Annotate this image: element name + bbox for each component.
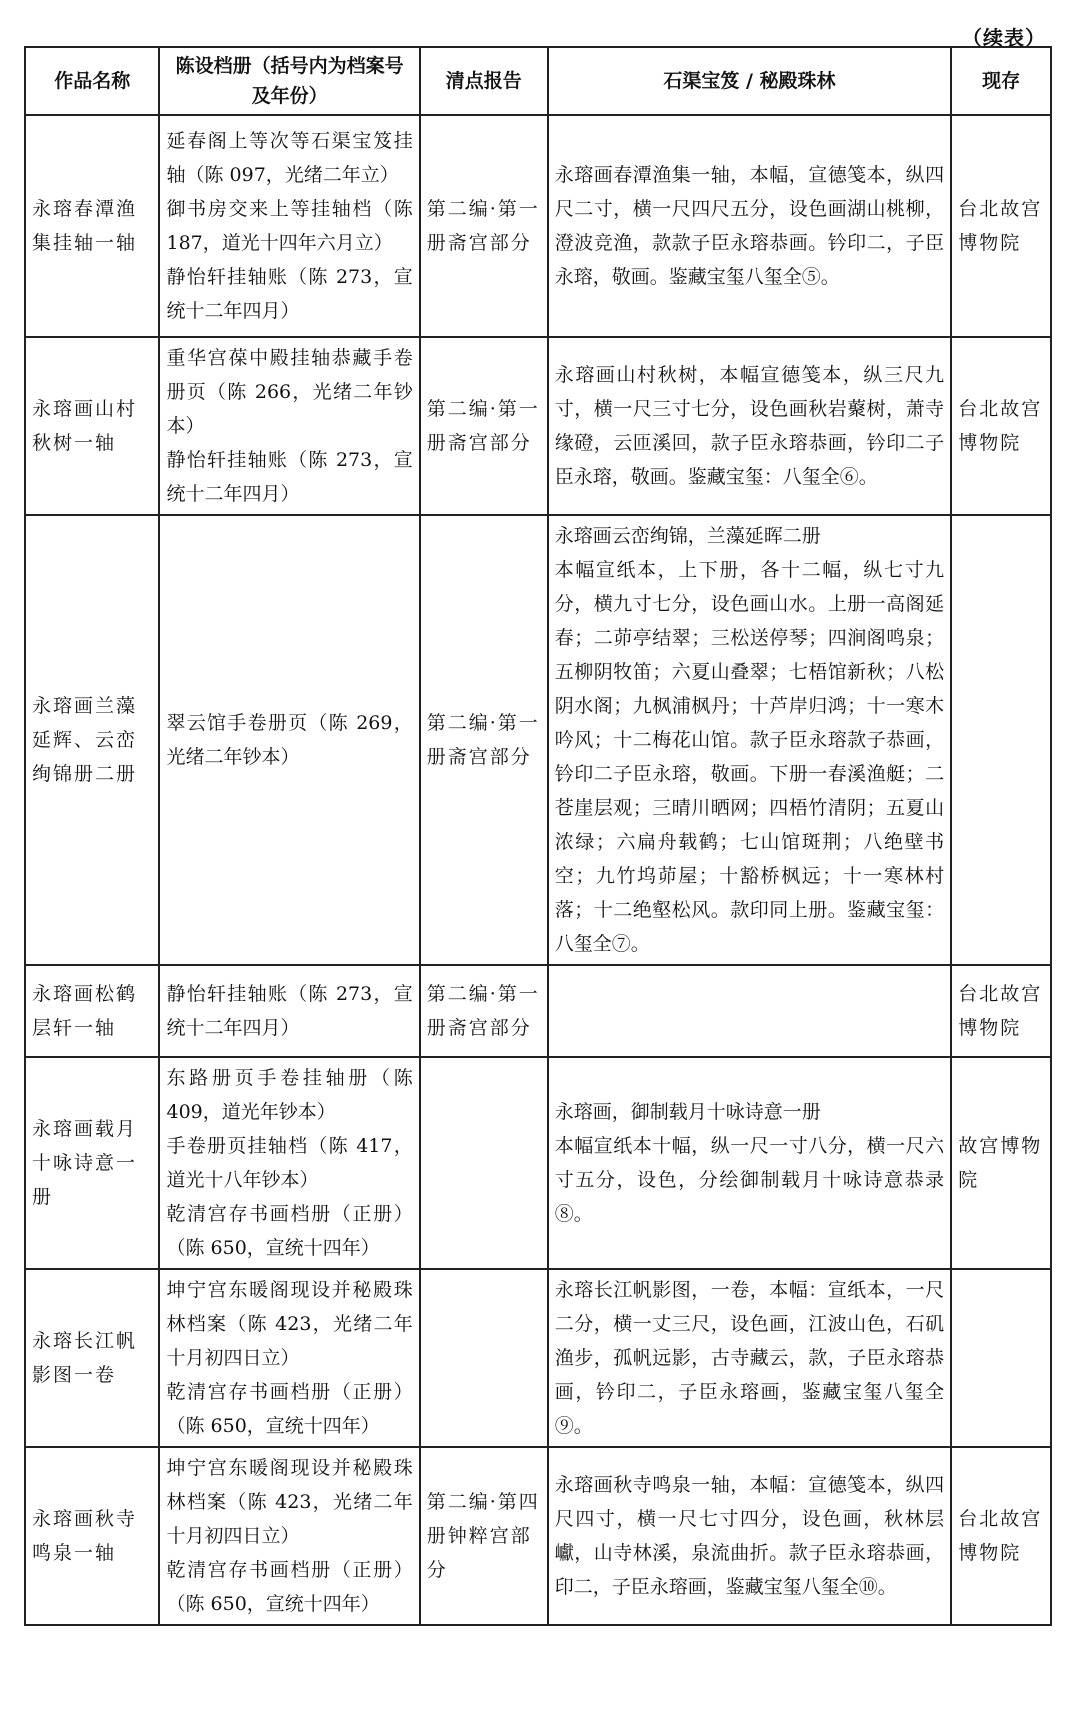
archive-entry: 乾清宫存书画档册（正册）（陈 650，宣统十四年）	[166, 1203, 413, 1259]
archive-entry: 乾清宫存书画档册（正册）（陈 650，宣统十四年）	[166, 1381, 413, 1437]
location-cell: 台北故宫博物院	[951, 1447, 1051, 1625]
shiqu-paragraph: 永瑢画山村秋树，本幅宣德笺本，纵三尺九寸，横一尺三寸七分，设色画秋岩藂树，萧寺缘磴，云匝溪回，款子臣永瑢恭画，钤印二子臣永瑢，敬画。鉴藏宝玺：八玺全⑥。	[554, 364, 945, 488]
location-cell: 台北故宫博物院	[951, 115, 1051, 337]
table-row	[25, 1447, 1051, 1625]
shiqu-cell	[548, 1057, 951, 1269]
shiqu-paragraph: 永瑢画秋寺鸣泉一轴，本幅：宣德笺本，纵四尺四寸，横一尺七寸四分，设色画，秋林层巘，山寺林溪，泉流曲折。款子臣永瑢恭画，印二，子臣永瑢画，鉴藏宝玺八玺全⑩。	[554, 1474, 945, 1598]
header-location: 现存	[951, 47, 1051, 115]
header-row	[25, 47, 1051, 115]
shiqu-paragraph: 永瑢长江帆影图，一卷，本幅：宣纸本，一尺二分，横一丈三尺，设色画，江波山色，石矶渔步，孤帆远影，古寺藏云，款，子臣永瑢恭画，钤印二，子臣永瑢画，鉴藏宝玺八玺全⑨。	[554, 1279, 945, 1437]
report-cell: 第二编·第一册斋宫部分	[420, 337, 548, 515]
work-name-cell: 永瑢画兰藻延辉、云峦绚锦册二册	[25, 515, 159, 965]
shiqu-paragraph: 永瑢画云峦绚锦，兰藻延晖二册	[554, 525, 821, 547]
archive-cell	[159, 965, 419, 1057]
work-name-cell: 永瑢画山村秋树一轴	[25, 337, 159, 515]
catalog-table	[24, 46, 1052, 1626]
shiqu-paragraph: 本幅宣纸本十幅，纵一尺一寸八分，横一尺六寸五分，设色，分绘御制载月十咏诗意恭录⑧。	[554, 1135, 945, 1225]
location-cell: 台北故宫博物院	[951, 965, 1051, 1057]
location-cell: 台北故宫博物院	[951, 337, 1051, 515]
shiqu-paragraph: 永瑢画春潭渔集一轴，本幅，宣德笺本，纵四尺二寸，横一尺四尺五分，设色画湖山桃柳，澄波竞渔，款款子臣永瑢恭画。钤印二，子臣永瑢，敬画。鉴藏宝玺八玺全⑤。	[554, 164, 945, 288]
archive-entry: 静怡轩挂轴账（陈 273，宣统十二年四月）	[166, 266, 413, 322]
archive-entry: 御书房交来上等挂轴档（陈 187，道光十四年六月立）	[166, 198, 413, 254]
location-cell: 故宫博物院	[951, 1057, 1051, 1269]
continued-label: （续表）	[962, 26, 1046, 50]
shiqu-cell	[548, 1447, 951, 1625]
table-row	[25, 337, 1051, 515]
header-archive: 陈设档册（括号内为档案号及年份）	[159, 47, 419, 115]
archive-cell	[159, 515, 419, 965]
archive-entry: 静怡轩挂轴账（陈 273，宣统十二年四月）	[166, 449, 413, 505]
archive-entry: 乾清宫存书画档册（正册）（陈 650，宣统十四年）	[166, 1559, 413, 1615]
table-row	[25, 115, 1051, 337]
report-cell: 第二编·第一册斋宫部分	[420, 115, 548, 337]
archive-cell	[159, 1447, 419, 1625]
location-cell	[951, 515, 1051, 965]
table-row	[25, 965, 1051, 1057]
archive-entry: 坤宁宫东暖阁现设并秘殿珠林档案（陈 423，光绪二年十月初四日立）	[166, 1457, 413, 1547]
report-cell	[420, 1269, 548, 1447]
header-name: 作品名称	[25, 47, 159, 115]
shiqu-cell	[548, 1269, 951, 1447]
header-shiqu: 石渠宝笈 / 秘殿珠林	[548, 47, 951, 115]
shiqu-cell	[548, 965, 951, 1057]
archive-cell	[159, 1269, 419, 1447]
shiqu-paragraph: 永瑢画，御制载月十咏诗意一册	[554, 1101, 821, 1123]
report-cell: 第二编·第一册斋宫部分	[420, 965, 548, 1057]
header-report: 清点报告	[420, 47, 548, 115]
shiqu-paragraph: 本幅宣纸本，上下册，各十二幅，纵七寸九分，横九寸七分，设色画山水。上册一高阁延春；二茆亭结翠；三松送停琴；四涧阁鸣泉；五柳阴牧笛；六夏山叠翠；七梧馆新秋；八松阴水阁；九枫浦枫丹；十芦岸归鸿；十一寒木吟风；十二梅花山馆。款子臣永瑢款子恭画，钤印二子臣永瑢，敬画。下册一春溪渔艇；二苍崖层观；三晴川晒网；四梧竹清阴；五夏山浓绿；六扁舟载鹤；七山馆斑荆；八绝壁书空；九竹坞茆屋；十豁桥枫远；十一寒林村落；十二绝壑松风。款印同上册。鉴藏宝玺：八玺全⑦。	[554, 559, 945, 955]
table-row	[25, 515, 1051, 965]
table-row	[25, 1269, 1051, 1447]
shiqu-cell	[548, 115, 951, 337]
archive-entry: 静怡轩挂轴账（陈 273，宣统十二年四月）	[166, 983, 413, 1039]
archive-cell	[159, 115, 419, 337]
archive-entry: 延春阁上等次等石渠宝笈挂轴（陈 097，光绪二年立）	[166, 130, 413, 186]
archive-entry: 手卷册页挂轴档（陈 417，道光十八年钞本）	[166, 1135, 413, 1191]
table-body	[25, 115, 1051, 1625]
shiqu-cell	[548, 515, 951, 965]
work-name-cell: 永瑢长江帆影图一卷	[25, 1269, 159, 1447]
report-cell	[420, 1057, 548, 1269]
location-cell	[951, 1269, 1051, 1447]
table-row	[25, 1057, 1051, 1269]
work-name-cell: 永瑢画松鹤层轩一轴	[25, 965, 159, 1057]
archive-entry: 重华宫葆中殿挂轴恭藏手卷册页（陈 266，光绪二年钞本）	[166, 347, 413, 437]
archive-cell	[159, 337, 419, 515]
archive-entry: 坤宁宫东暖阁现设并秘殿珠林档案（陈 423，光绪二年十月初四日立）	[166, 1279, 413, 1369]
archive-cell	[159, 1057, 419, 1269]
report-cell: 第二编·第四册钟粹宫部分	[420, 1447, 548, 1625]
report-cell: 第二编·第一册斋宫部分	[420, 515, 548, 965]
work-name-cell: 永瑢画载月十咏诗意一册	[25, 1057, 159, 1269]
work-name-cell: 永瑢画秋寺鸣泉一轴	[25, 1447, 159, 1625]
archive-entry: 翠云馆手卷册页（陈 269，光绪二年钞本）	[166, 712, 413, 768]
shiqu-cell	[548, 337, 951, 515]
archive-entry: 东路册页手卷挂轴册（陈 409，道光年钞本）	[166, 1067, 413, 1123]
work-name-cell: 永瑢春潭渔集挂轴一轴	[25, 115, 159, 337]
